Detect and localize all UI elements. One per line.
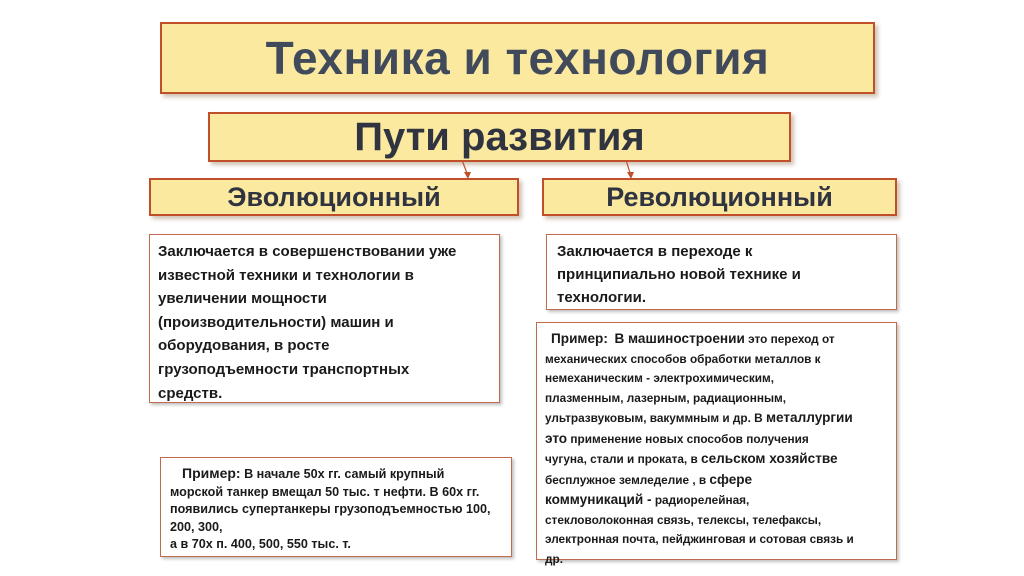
revolutionary-example [536,322,897,566]
rev-example-text: ультразвуковым, вакуммным и др. В [545,411,766,425]
evo-example-line: появились супертанкеры грузоподъемностью 100, [170,502,491,517]
rev-example-line: плазменным, лазерным, радиационным, [545,390,787,405]
example-label: Пример: [182,465,241,481]
evo-desc-line: оборудования, в росте [158,337,330,355]
rev-example-text: это [545,430,568,446]
rev-desc-line: Заключается в переходе к [557,243,753,260]
rev-example-text: чугуна, стали и проката, в [545,452,702,466]
branch-evolutionary: Эволюционный [149,178,519,216]
rev-example-text: радиорелейная, [651,493,750,507]
rev-example-line: др. [545,551,563,566]
revolutionary-description [546,234,897,310]
rev-desc-line: технологии. [557,289,647,306]
evo-example-line: морской танкер вмещал 50 тыс. т нефти. В 60х гг. [170,484,480,499]
rev-example-text: В машиностроении [614,331,745,346]
evo-desc-line: (производительности) машин и [158,313,394,331]
rev-example-line: электронная почта, пейджинговая и сотовая связь и [545,532,854,546]
rev-example-line [545,470,888,491]
rev-example-text: бесплужное земледелие , в [545,472,710,487]
main-title: Техника и технология [160,22,875,94]
rev-example-text: это переход от [744,332,835,346]
branch-revolutionary: Революционный [542,178,897,216]
evo-desc-line: увеличении мощности [158,290,327,308]
rev-example-line [545,490,888,511]
evolutionary-description [149,234,500,403]
evo-desc-line: известной техники и технологии в [158,266,414,284]
rev-desc-line: принципиально новой технике и [557,266,801,283]
rev-example-text: коммуникаций - [545,492,652,507]
rev-example-text: металлургии [765,410,853,425]
rev-example-line [545,329,888,350]
rev-example-text: применение новых способов получения [567,431,809,446]
evo-desc-line: средств. [158,384,223,402]
evo-desc-line: грузоподъемности транспортных [158,360,410,378]
rev-example-line [545,429,888,450]
rev-example-text: сельском хозяйстве [701,451,838,466]
evolutionary-example [160,457,512,557]
evo-example-text: В начале 50х гг. самый крупный [244,467,445,481]
subtitle-box: Пути развития [208,112,791,162]
example-label: Пример: [551,331,608,346]
rev-example-line: стекловолоконная связь, телексы, телефаксы, [545,512,822,527]
rev-example-line [545,449,888,470]
evo-example-line [170,465,502,484]
rev-example-line [545,408,888,429]
rev-example-text: сфере [709,471,753,487]
evo-example-line: 200, 300, [170,519,223,534]
evo-desc-line: Заключается в совершенствовании уже [158,243,457,260]
evo-example-line: а в 70х п. 400, 500, 550 тыс. т. [170,537,351,552]
rev-example-line: механических способов обработки металлов к [545,351,821,366]
rev-example-line: немеханическим - электрохимическим, [545,371,775,385]
